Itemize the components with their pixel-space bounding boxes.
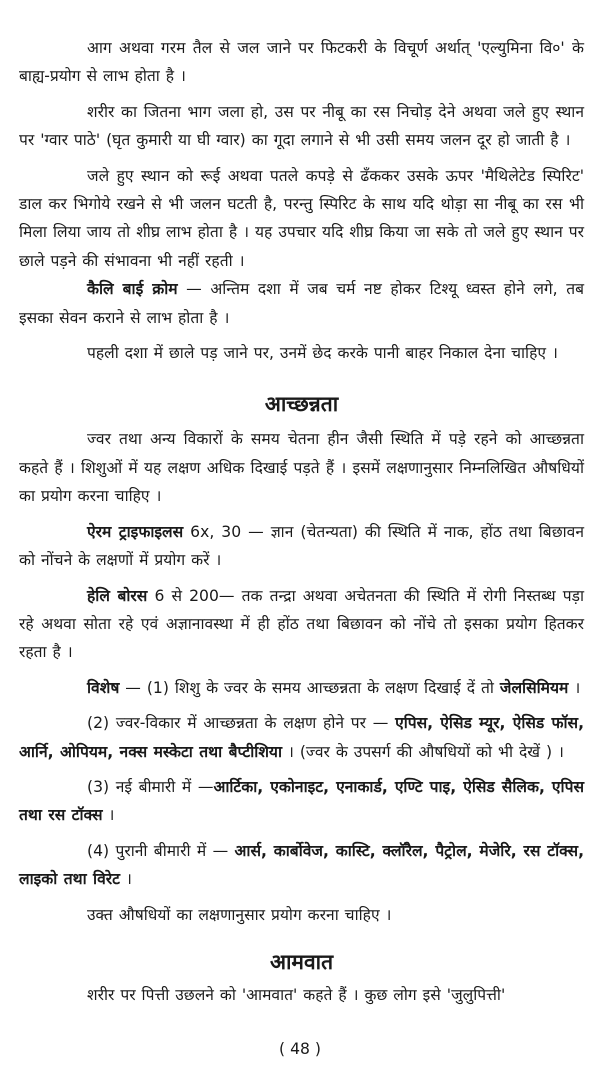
page-number: ( 48 ) [279, 1040, 321, 1058]
paragraph-blisters: पहली दशा में छाले पड़ जाने पर, उनमें छेद करके पानी बाहर निकाल देना चाहिए । [87, 344, 558, 363]
paragraph-special-1 [19, 674, 584, 702]
paragraph-text: (2) ज्वर-विकार में आच्छन्नता के लक्षण होने पर — [87, 714, 396, 733]
paragraph-text: (4) पुरानी बीमारी में — [87, 841, 235, 860]
paragraph-urticaria-intro: शरीर पर पित्ती उछलने को 'आमवात' कहते हैं । कुछ लोग इसे 'जुलुपित्ती' [87, 985, 506, 1004]
section-heading-urticaria: आमवात [269, 949, 334, 974]
paragraph-text: 6 से 200— तक तन्द्रा अथवा अचेतनता की स्थिति में रोगी निस्तब्ध पड़ा रहे अथवा सोता रहे एवं अज्ञानावस्था में ही होंठ तथा बिछावन को नोंचे तो इसका प्रयोग हितकर रहता है । [19, 586, 584, 662]
paragraph-text: (3) नई बीमारी में — [87, 777, 214, 796]
remedy-name: कैलि बाई क्रोम [87, 280, 178, 299]
paragraph-special-2 [19, 709, 584, 766]
paragraph-special-3 [19, 773, 584, 830]
section-heading-stupor: आच्छन्नता [264, 392, 339, 417]
paragraph-methylated-spirit: जले हुए स्थान को रूई अथवा पतले कपड़े से ढँककर उसके ऊपर 'मैथिलेटेड स्पिरिट' डाल कर भिगोये रखने से भी जलन घटती है, परन्तु स्पिरिट के साथ यदि थोड़ा सा नीबू का रस भी मिला लिया जाय तो शीघ्र लाभ होता है । यह उपचार यदि शीघ्र किया जा सके तो जले हुए स्थान पर छाले पड़ने की संभावना भी नहीं रहती । [19, 166, 584, 270]
remedy-list: आर्स, कार्बोवेज, कास्टि, क्लॉरैल, पैट्रोल, मेजेरि, रस टॉक्स, लाइको तथा विरेट [19, 841, 585, 889]
remedy-list: आर्टिका, एकोनाइट, एनाकार्ड, एण्टि पाइ, ऐसिड सैलिक, एपिस तथा रस टॉक्स [19, 777, 584, 825]
paragraph-end: । [568, 678, 581, 697]
remedy-list: एपिस, ऐसिड म्यूर, ऐसिड फॉस, आर्नि, ओपियम, नक्स मस्केटा तथा बैप्टीशिया [19, 714, 585, 761]
paragraph-stupor-intro: ज्वर तथा अन्य विकारों के समय चेतना हीन जैसी स्थिति में पड़े रहने को आच्छन्नता कहते हैं । शिशुओं में यह लक्षण अधिक दिखाई पड़ते हैं । इसमें लक्षणानुसार निम्नलिखित औषधियों का प्रयोग करना चाहिए । [19, 430, 584, 506]
paragraph-kali-bichrome [19, 275, 584, 332]
remedy-name: हेलि बोरस [87, 586, 148, 605]
paragraph-end: । [102, 806, 115, 825]
paragraph-text: — (1) शिशु के ज्वर के समय आच्छन्नता के लक्षण दिखाई दें तो [119, 678, 500, 697]
paragraph-usage-note: उक्त औषधियों का लक्षणानुसार प्रयोग करना चाहिए । [87, 905, 392, 924]
paragraph-text: 6x, 30 — ज्ञान (चेतन्यता) की स्थिति में नाक, होंठ तथा बिछावन को नोंचने के लक्षणों में प्रयोग करें । [19, 522, 584, 570]
paragraph-arum-triphyllum [19, 518, 584, 575]
paragraph-lemon-aloe: शरीर का जितना भाग जला हो, उस पर नीबू का रस निचोड़ देने अथवा जले हुए स्थान पर 'ग्वार पाठे' (घृत कुमारी या घी ग्वार) का गूदा लगाने से भी उसी समय जलन दूर हो जाती है । [19, 102, 584, 150]
remedy-name: ऐरम ट्राइफाइलस [87, 522, 184, 541]
paragraph-alum-burn: आग अथवा गरम तैल से जल जाने पर फिटकरी के विचूर्ण अर्थात् 'एल्युमिना वि०' के बाह्य-प्रयोग से लाभ होता है । [19, 39, 584, 86]
label-special: विशेष [87, 678, 120, 697]
paragraph-special-4 [19, 837, 584, 894]
remedy-name: जेलसिमियम [499, 678, 569, 697]
paragraph-text: — अन्तिम दशा में जब चर्म नष्ट होकर टिश्यू ध्वस्त होने लगे, तब इसका सेवन कराने से लाभ होता है । [19, 280, 584, 327]
paragraph-end: । [119, 870, 132, 889]
paragraph-helleborus [19, 582, 584, 667]
paragraph-text: । (ज्वर के उपसर्ग की औषधियों को भी देखें ) । [282, 742, 564, 761]
